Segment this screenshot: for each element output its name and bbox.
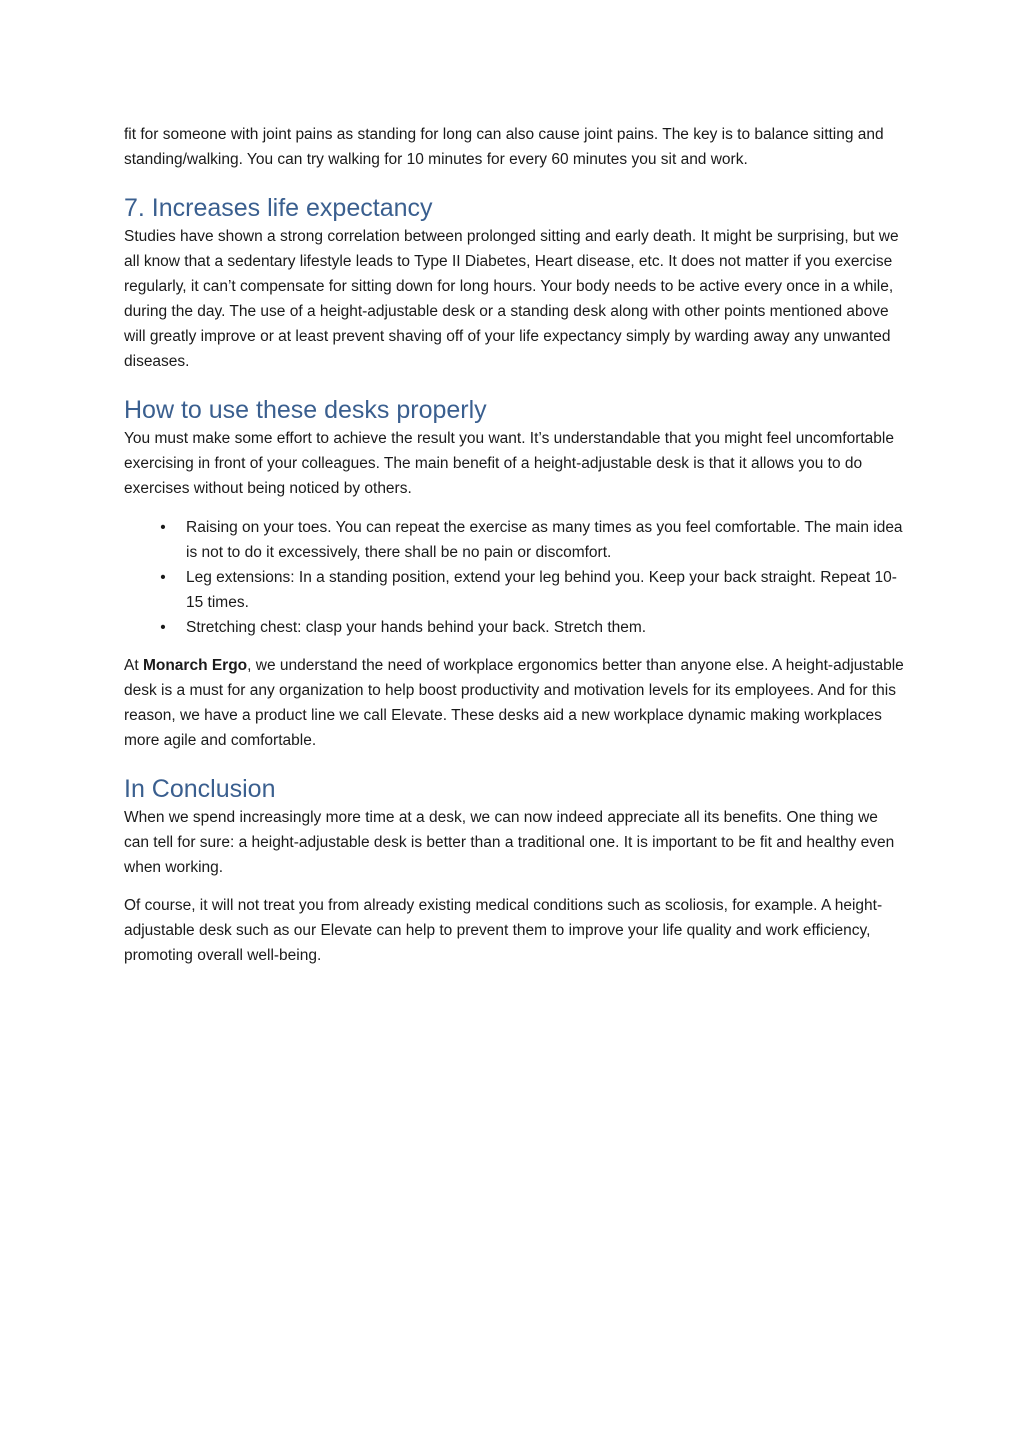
list-item: [124, 565, 904, 615]
heading-conclusion: In Conclusion: [124, 775, 276, 803]
list-item: [124, 515, 904, 565]
life-expectancy-paragraph: Studies have shown a strong correlation between prolonged sitting and early death. It might be surprising, but we all know that a sedentary lifestyle leads to Type II Diabetes, Heart disease, etc. It does not matter if you exercise regularly, it can’t compensate for sitting down for long hours. Your body needs to be active every once in a while, during the day. The use of a height-adjustable desk or a standing desk along with other points mentioned above will greatly improve or at least prevent shaving off of your life expectancy simply by warding away any unwanted diseases.: [124, 228, 899, 370]
conclusion-paragraph-2: Of course, it will not treat you from already existing medical conditions such as scoliosis, for example. A height-adjustable desk such as our Elevate can help to prevent them to improve your life quality and work efficiency, promoting overall well-being.: [124, 897, 883, 964]
brand-name: Monarch Ergo: [142, 657, 248, 674]
monarch-rest: , we understand the need of workplace ergonomics better than anyone else. A height-adjustable desk is a must for any organization to help boost productivity and motivation levels for its employees. And for this reason, we have a product line we call Elevate. These desks aid a new workplace dynamic making workplaces more agile and comfortable.: [124, 657, 904, 749]
heading-life-expectancy: 7. Increases life expectancy: [124, 194, 433, 222]
document-page: [124, 122, 904, 968]
list-item-text: Stretching chest: clasp your hands behind your back. Stretch them.: [186, 619, 647, 636]
bullet-icon: •: [160, 519, 166, 536]
how-to-use-paragraph: You must make some effort to achieve the result you want. It’s understandable that you might feel uncomfortable exercising in front of your colleagues. The main benefit of a height-adjustable desk is that it allows you to do exercises without being noticed by others.: [124, 430, 894, 497]
conclusion-paragraph-1: When we spend increasingly more time at a desk, we can now indeed appreciate all its benefits. One thing we can tell for sure: a height-adjustable desk is better than a traditional one. It is important to be fit and healthy even when working.: [124, 809, 895, 876]
monarch-ergo-paragraph: [124, 653, 904, 753]
bullet-icon: •: [160, 619, 166, 636]
bullet-icon: •: [160, 569, 166, 586]
list-item-text: Leg extensions: In a standing position, extend your leg behind you. Keep your back straight. Repeat 10-15 times.: [186, 569, 897, 611]
intro-paragraph: fit for someone with joint pains as standing for long can also cause joint pains. The key is to balance sitting and standing/walking. You can try walking for 10 minutes for every 60 minutes you sit and work.: [124, 126, 884, 168]
monarch-prefix: At: [124, 657, 143, 674]
exercise-list: [124, 515, 904, 640]
list-item: [124, 615, 904, 640]
list-item-text: Raising on your toes. You can repeat the exercise as many times as you feel comfortable. The main idea is not to do it excessively, there shall be no pain or discomfort.: [186, 519, 903, 561]
heading-how-to-use: How to use these desks properly: [124, 396, 487, 424]
